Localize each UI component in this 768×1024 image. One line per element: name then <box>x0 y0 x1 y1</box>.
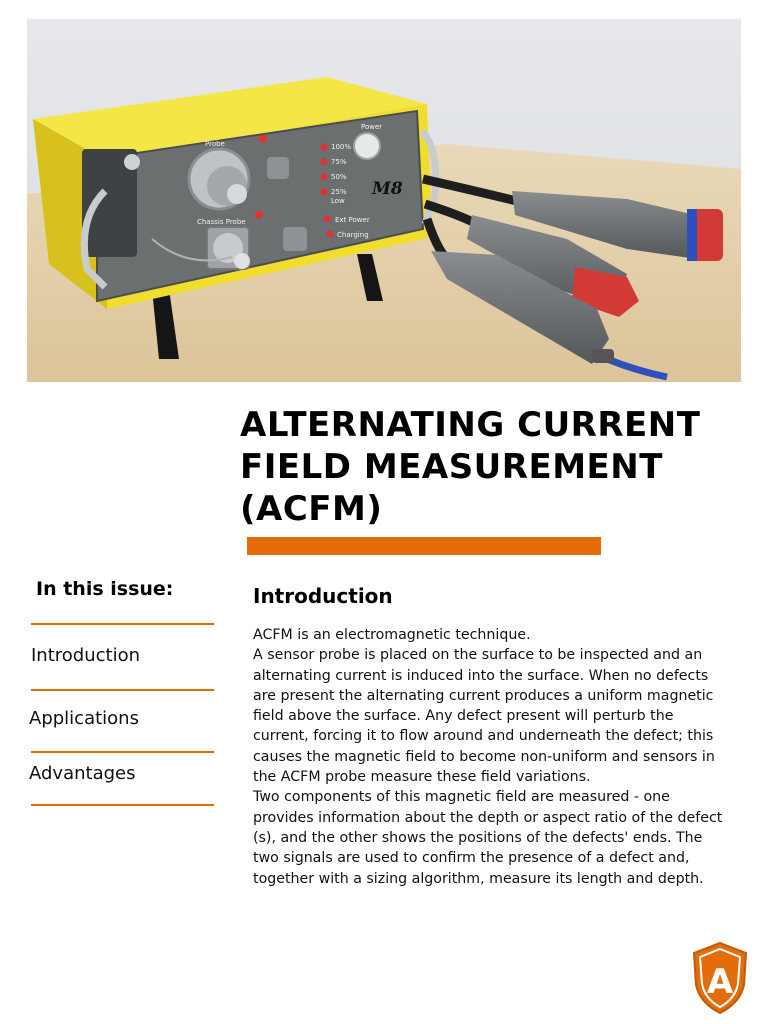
label-battery-75: 75% <box>331 158 347 166</box>
sidebar-item-introduction[interactable]: Introduction <box>31 645 141 666</box>
label-chassis-probe: Chassis Probe <box>197 218 246 226</box>
body-paragraph: ACFM is an electromagnetic technique. <box>253 627 531 643</box>
power-switch-icon <box>354 133 380 159</box>
sidebar-divider <box>31 623 214 625</box>
shield-logo-icon <box>691 941 749 1015</box>
label-charging: Charging <box>337 231 369 239</box>
sidebar-item-applications[interactable]: Applications <box>29 708 139 729</box>
acfm-device-photo <box>27 19 741 382</box>
sidebar-heading: In this issue: <box>36 578 174 600</box>
body-paragraph: A sensor probe is placed on the surface to be inspected and an alternating current is induced into the surface. When no defects are present the alternating current produces a uniform magnetic field above the surface. Any defect present will perturb the current, forcing it to flow around and underneath the defect; this causes the magnetic field to become non-uniform and sensors in the ACFM probe measure these field variations. <box>253 647 715 786</box>
label-battery-25: 25% <box>331 188 347 196</box>
sidebar-item-advantages[interactable]: Advantages <box>29 763 136 784</box>
sidebar-divider <box>31 804 214 806</box>
section-heading: Introduction <box>253 584 393 608</box>
probe-connector <box>189 149 249 209</box>
button-icon <box>267 157 289 179</box>
label-power: Power <box>361 123 383 131</box>
title-accent-bar <box>247 537 601 555</box>
chassis-probe-connector <box>207 227 250 269</box>
body-paragraph: Two components of this magnetic field are measured - one provides information about the depth or aspect ratio of the defect (s), and the other shows the positions of the defects' ends. The two signals are used to confirm the presence of a defect and, together with a sizing algorithm, measure its length and depth. <box>253 789 723 887</box>
section-body <box>253 625 728 889</box>
button-icon <box>283 227 307 251</box>
title-line-3: (ACFM) <box>240 489 383 529</box>
label-ext-power: Ext Power <box>335 216 370 224</box>
sidebar-divider <box>31 751 214 753</box>
title-line-2: FIELD MEASUREMENT <box>240 447 663 487</box>
device-model-label: M8 <box>372 179 403 199</box>
label-battery-low: Low <box>331 197 345 205</box>
label-battery-50: 50% <box>331 173 347 181</box>
document-title <box>240 404 740 530</box>
label-probe: Probe <box>205 140 225 148</box>
title-line-1: ALTERNATING CURRENT <box>240 405 701 445</box>
logo-letter: A <box>706 962 734 1002</box>
sidebar-divider <box>31 689 214 691</box>
label-battery-100: 100% <box>331 143 352 151</box>
screw-icon <box>124 154 140 170</box>
